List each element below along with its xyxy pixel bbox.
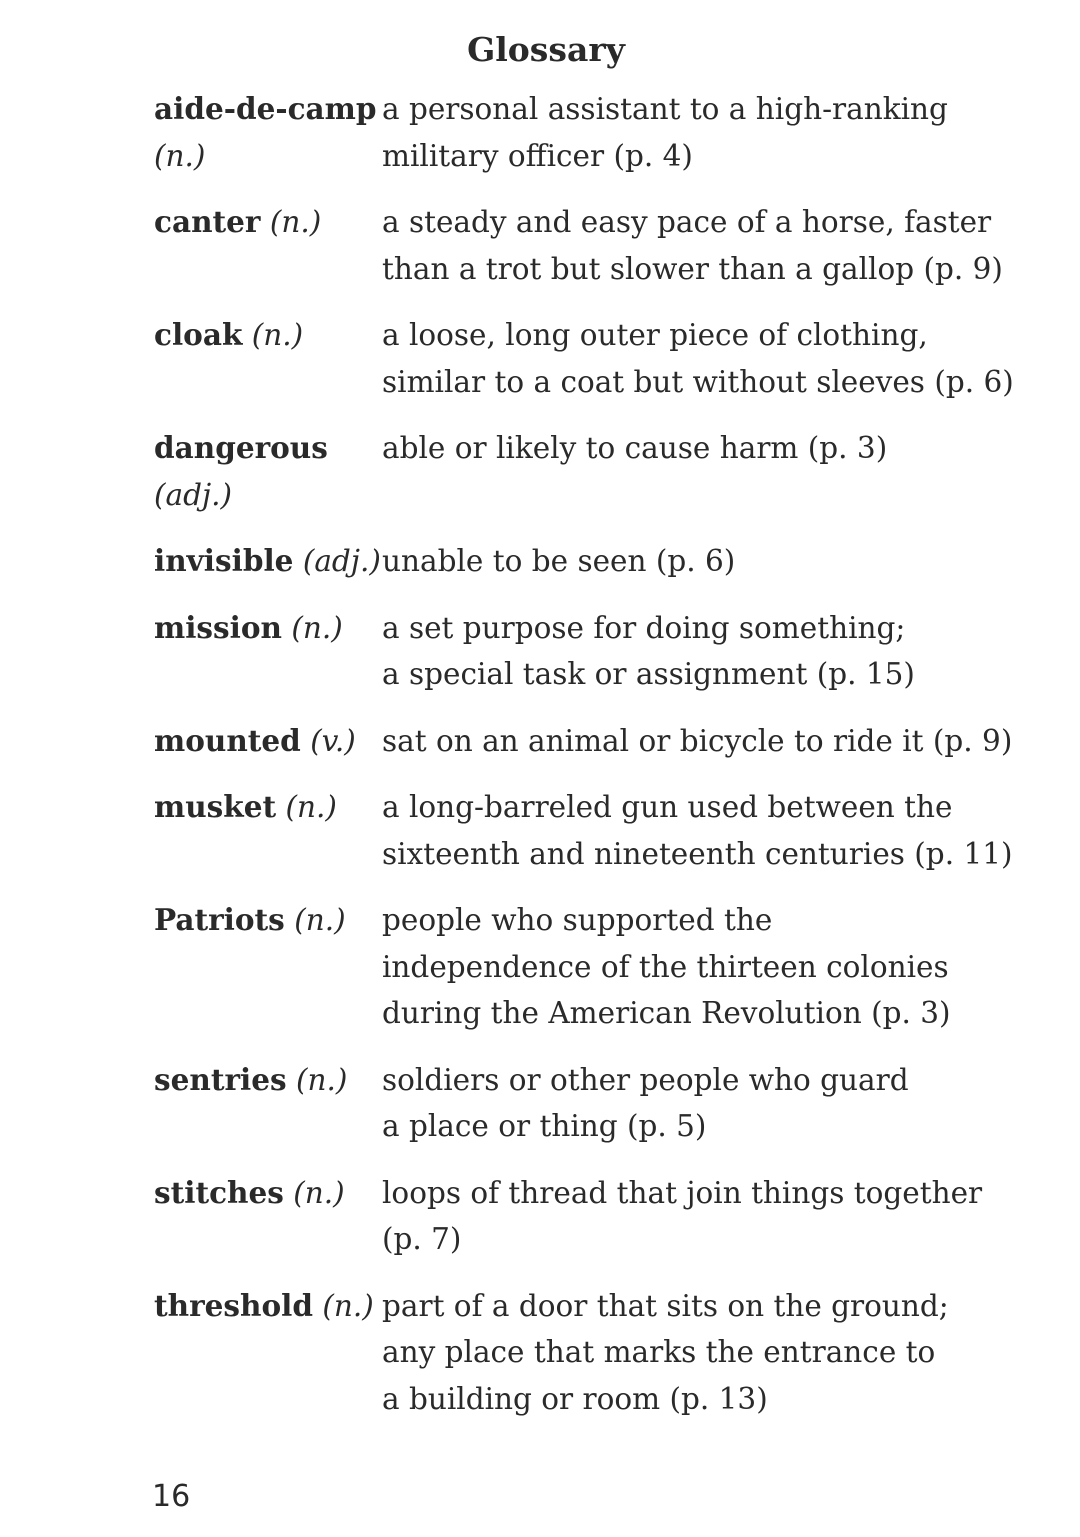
definition-line: a special task or assignment (p. 15)	[382, 657, 915, 691]
glossary-term-cell	[154, 538, 382, 585]
glossary-entry	[154, 199, 1003, 292]
glossary-definition	[382, 312, 1014, 405]
glossary-definition	[382, 538, 984, 585]
part-of-speech: (n.)	[293, 1175, 345, 1210]
glossary-definition	[382, 86, 984, 179]
glossary-entry	[154, 1283, 984, 1423]
definition-line: soldiers or other people who guard	[382, 1062, 909, 1097]
glossary-definition	[382, 718, 1012, 765]
part-of-speech: (v.)	[310, 723, 356, 758]
glossary-term: canter	[154, 204, 261, 239]
part-of-speech: (adj.)	[302, 544, 381, 578]
glossary-definition	[382, 1283, 984, 1423]
glossary-entry	[154, 312, 1014, 405]
glossary-term-cell	[154, 1057, 382, 1150]
glossary-term-cell	[154, 897, 382, 1037]
definition-line: sat on an animal or bicycle to ride it (p. 9)	[382, 723, 1013, 758]
definition-line: able or likely to cause harm (p. 3)	[382, 431, 888, 465]
part-of-speech: (n.)	[269, 205, 322, 239]
glossary-term: invisible	[154, 543, 294, 578]
glossary-definition	[382, 784, 1013, 877]
definition-line: (p. 7)	[382, 1222, 462, 1256]
glossary-term: Patriots	[154, 902, 285, 937]
glossary-term: mission	[154, 609, 282, 645]
glossary-term: mounted	[154, 722, 301, 758]
glossary-entry	[154, 784, 1013, 877]
definition-line: people who supported the	[382, 903, 773, 937]
definition-line: a steady and easy pace of a horse, faster	[382, 205, 992, 239]
glossary-entry	[154, 1057, 984, 1150]
glossary-term-cell	[154, 605, 382, 698]
glossary-entry	[154, 897, 984, 1037]
glossary-definition	[382, 1057, 984, 1150]
part-of-speech: (n.)	[154, 138, 206, 173]
glossary-term: musket	[154, 789, 277, 824]
definition-line: than a trot but slower than a gallop (p. 9)	[382, 251, 1003, 286]
definition-line: during the American Revolution (p. 3)	[382, 996, 951, 1030]
glossary-entry	[154, 1170, 984, 1263]
definition-line: a set purpose for doing something;	[382, 610, 906, 645]
glossary-definition	[382, 605, 984, 698]
glossary-term: sentries	[154, 1061, 287, 1097]
glossary-term: dangerous	[154, 430, 328, 465]
glossary-term-cell	[154, 312, 382, 405]
definition-line: military officer (p. 4)	[382, 138, 693, 173]
definition-line: sixteenth and nineteenth centuries (p. 11)	[382, 836, 1013, 871]
glossary-entry	[154, 605, 984, 698]
glossary-term-cell	[154, 199, 382, 292]
part-of-speech: (n.)	[251, 318, 304, 352]
definition-line: loops of thread that join things together	[382, 1175, 983, 1210]
glossary-entry	[154, 425, 984, 518]
glossary-term-cell	[154, 1170, 382, 1263]
glossary-definition	[382, 897, 984, 1037]
glossary-term: aide-de-camp	[154, 91, 377, 126]
definition-line: a place or thing (p. 5)	[382, 1109, 707, 1143]
part-of-speech: (n.)	[285, 790, 337, 824]
definition-line: unable to be seen (p. 6)	[382, 544, 736, 578]
definition-line: part of a door that sits on the ground;	[382, 1288, 949, 1323]
part-of-speech: (n.)	[294, 903, 346, 937]
definition-line: independence of the thirteen colonies	[382, 949, 949, 984]
glossary-term-cell	[154, 1283, 382, 1423]
glossary-term: threshold	[154, 1287, 313, 1323]
definition-line: a building or room (p. 13)	[382, 1381, 768, 1416]
glossary-definition	[382, 425, 984, 518]
definition-line: a long-barreled gun used between the	[382, 790, 953, 824]
glossary-term-cell	[154, 86, 382, 179]
glossary-entry	[154, 538, 984, 585]
part-of-speech: (adj.)	[154, 477, 233, 512]
page-title: Glossary	[467, 30, 625, 69]
glossary-term-cell	[154, 425, 382, 518]
part-of-speech: (n.)	[322, 1288, 374, 1323]
definition-line: similar to a coat but without sleeves (p. 6)	[382, 364, 1014, 399]
glossary-definition	[382, 1170, 984, 1263]
definition-line: a loose, long outer piece of clothing,	[382, 318, 928, 352]
page-number: 16	[152, 1479, 191, 1514]
glossary-definition	[382, 199, 1003, 292]
glossary-term-cell	[154, 718, 382, 765]
glossary-entry	[154, 86, 984, 179]
definition-line: a personal assistant to a high-ranking	[382, 92, 948, 126]
part-of-speech: (n.)	[291, 610, 343, 645]
glossary-term: cloak	[154, 317, 243, 352]
definition-line: any place that marks the entrance to	[382, 1335, 936, 1369]
glossary-entry	[154, 718, 1013, 765]
glossary-term-cell	[154, 784, 382, 877]
part-of-speech: (n.)	[295, 1062, 348, 1097]
glossary-term: stitches	[154, 1174, 284, 1210]
glossary-list	[154, 86, 1014, 1442]
